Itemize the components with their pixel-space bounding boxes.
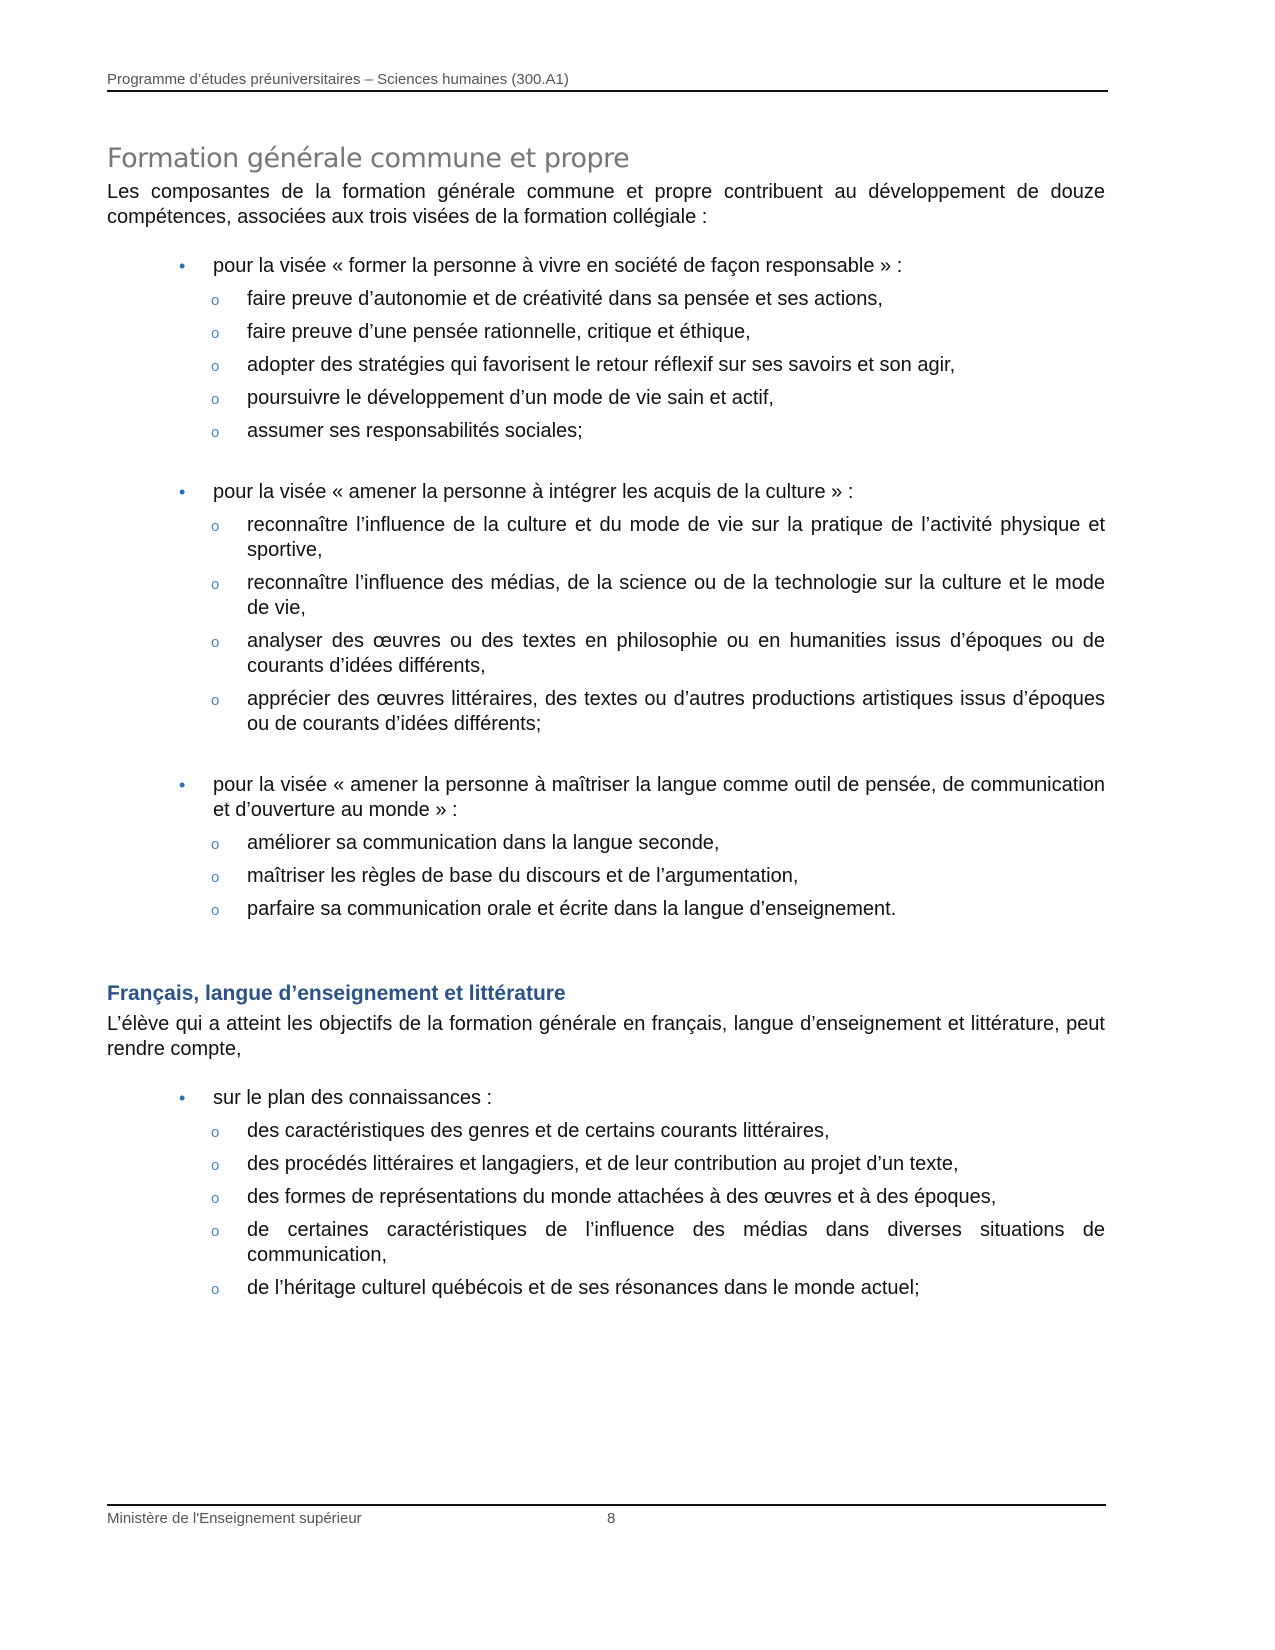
list-item	[107, 773, 1105, 922]
sub-list-item	[107, 687, 1105, 737]
bullet-icon: •	[179, 256, 186, 276]
sub-list-item	[107, 353, 1105, 378]
circle-bullet-icon: o	[211, 1281, 220, 1298]
page-number: 8	[607, 1510, 616, 1527]
list-item-label: pour la visée « amener la personne à maîtriser la langue comme outil de pensée, de communication et d’ouverture au monde » :	[213, 774, 1105, 821]
sub-list-item-text: reconnaître l’influence des médias, de la science ou de la technologie sur la culture et le mode de vie,	[247, 572, 1105, 619]
circle-bullet-icon: o	[211, 1124, 220, 1141]
sub-list-item	[107, 571, 1105, 621]
subsection-intro: L’élève qui a atteint les objectifs de la formation générale en français, langue d’enseignement et littérature, peut rendre compte,	[107, 1013, 1105, 1060]
page-footer	[107, 1504, 1106, 1527]
sub-list-item	[107, 1185, 1105, 1210]
circle-bullet-icon: o	[211, 1190, 220, 1207]
sub-list-item-text: des formes de représentations du monde attachées à des œuvres et à des époques,	[247, 1186, 997, 1208]
sub-list-item	[107, 629, 1105, 679]
sub-list-item-text: des caractéristiques des genres et de certains courants littéraires,	[247, 1120, 830, 1142]
bullet-list	[107, 254, 1105, 922]
circle-bullet-icon: o	[211, 518, 220, 535]
sub-list-item-text: de l’héritage culturel québécois et de ses résonances dans le monde actuel;	[247, 1277, 920, 1299]
section-intro: Les composantes de la formation générale commune et propre contribuent au développement de douze compétences, associées aux trois visées de la formation collégiale :	[107, 181, 1105, 228]
circle-bullet-icon: o	[211, 836, 220, 853]
sub-list-item-text: parfaire sa communication orale et écrite dans la langue d’enseignement.	[247, 898, 897, 920]
sub-list-item-text: analyser des œuvres ou des textes en philosophie ou en humanities issus d’époques ou de courants d’idées différents,	[247, 630, 1105, 677]
sub-list	[213, 831, 1105, 922]
circle-bullet-icon: o	[211, 358, 220, 375]
circle-bullet-icon: o	[211, 902, 220, 919]
sub-list-item-text: des procédés littéraires et langagiers, et de leur contribution au projet d’un texte,	[247, 1153, 959, 1175]
bullet-icon: •	[179, 482, 186, 502]
circle-bullet-icon: o	[211, 1157, 220, 1174]
sub-list-item-text: apprécier des œuvres littéraires, des textes ou d’autres productions artistiques issus d’époques ou de courants d’idées différents;	[247, 688, 1105, 735]
subsection-title: Français, langue d’enseignement et littérature	[107, 982, 566, 1005]
sub-list	[213, 287, 1105, 444]
sub-list-item-text: améliorer sa communication dans la langue seconde,	[247, 832, 720, 854]
circle-bullet-icon: o	[211, 391, 220, 408]
list-item	[107, 254, 1105, 444]
circle-bullet-icon: o	[211, 424, 220, 441]
bullet-icon: •	[179, 775, 186, 795]
section-title: Formation générale commune et propre	[107, 143, 630, 174]
list-item	[107, 1086, 1105, 1301]
sub-list-item-text: reconnaître l’influence de la culture et du mode de vie sur la pratique de l’activité physique et sportive,	[247, 514, 1105, 561]
sub-list-item	[107, 1119, 1105, 1144]
footer-org: Ministère de l'Enseignement supérieur	[107, 1510, 362, 1527]
sub-list-item-text: faire preuve d’autonomie et de créativité dans sa pensée et ses actions,	[247, 288, 883, 310]
sub-list	[213, 513, 1105, 737]
sub-list-item	[107, 320, 1105, 345]
header-title: Programme d’études préuniversitaires – Sciences humaines (300.A1)	[107, 71, 569, 88]
circle-bullet-icon: o	[211, 634, 220, 651]
sub-list-item	[107, 831, 1105, 856]
sub-list-item	[107, 419, 1105, 444]
sub-list-item-text: poursuivre le développement d’un mode de vie sain et actif,	[247, 387, 774, 409]
list-item-label: sur le plan des connaissances :	[213, 1087, 493, 1109]
list-item-label: pour la visée « amener la personne à intégrer les acquis de la culture » :	[213, 481, 854, 503]
sub-list-item	[107, 1218, 1105, 1268]
circle-bullet-icon: o	[211, 869, 220, 886]
bullet-icon: •	[179, 1088, 186, 1108]
sub-list-item	[107, 864, 1105, 889]
sub-list-item-text: maîtriser les règles de base du discours et de l’argumentation,	[247, 865, 799, 887]
circle-bullet-icon: o	[211, 692, 220, 709]
page-header	[107, 71, 1108, 92]
sub-list-item-text: de certaines caractéristiques de l’influence des médias dans diverses situations de communication,	[247, 1219, 1105, 1266]
sub-list-item	[107, 386, 1105, 411]
list-item-label: pour la visée « former la personne à vivre en société de façon responsable » :	[213, 255, 903, 277]
sub-list	[213, 1119, 1105, 1301]
sub-list-item	[107, 1152, 1105, 1177]
sub-list-item	[107, 897, 1105, 922]
sub-list-item	[107, 287, 1105, 312]
circle-bullet-icon: o	[211, 576, 220, 593]
circle-bullet-icon: o	[211, 1223, 220, 1240]
sub-list-item	[107, 1276, 1105, 1301]
circle-bullet-icon: o	[211, 292, 220, 309]
bullet-list	[107, 1086, 1105, 1301]
sub-list-item	[107, 513, 1105, 563]
sub-list-item-text: adopter des stratégies qui favorisent le retour réflexif sur ses savoirs et son agir,	[247, 354, 956, 376]
sub-list-item-text: faire preuve d’une pensée rationnelle, critique et éthique,	[247, 321, 751, 343]
circle-bullet-icon: o	[211, 325, 220, 342]
sub-list-item-text: assumer ses responsabilités sociales;	[247, 420, 583, 442]
page-content	[107, 142, 1105, 1337]
list-item	[107, 480, 1105, 737]
